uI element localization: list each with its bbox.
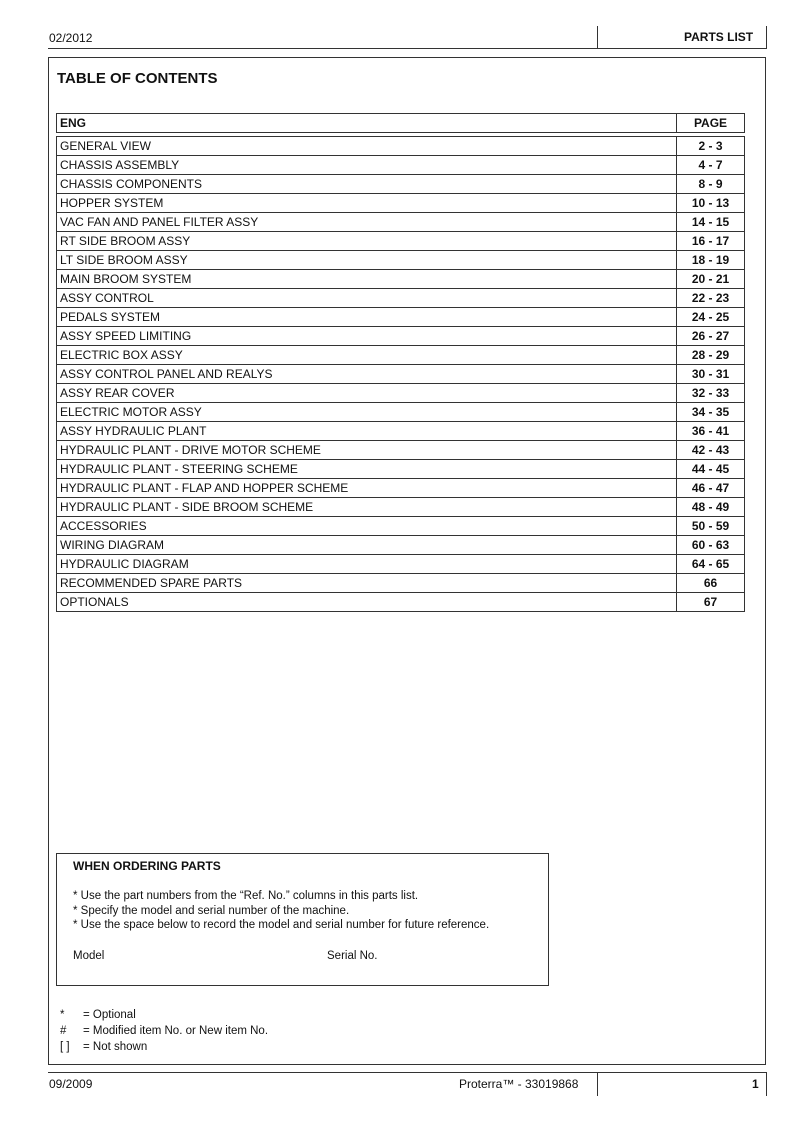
toc-row-page: 14 - 15: [677, 213, 745, 232]
toc-row: [57, 137, 745, 156]
toc-row-page: 30 - 31: [677, 365, 745, 384]
toc-row: [57, 346, 745, 365]
header-section-title: PARTS LIST: [684, 30, 754, 44]
toc-row: [57, 479, 745, 498]
toc-col-page: PAGE: [677, 114, 745, 133]
ordering-line: * Use the space below to record the model and serial number for future reference.: [73, 919, 490, 931]
ordering-instructions: [73, 889, 489, 933]
toc-row-label: ASSY CONTROL: [57, 289, 677, 308]
legend-symbol: #: [60, 1025, 67, 1037]
header-date: 02/2012: [49, 31, 93, 45]
toc-row-label: ACCESSORIES: [57, 517, 677, 536]
legend-symbol: *: [60, 1009, 65, 1021]
toc-row: [57, 308, 745, 327]
toc-row: [57, 403, 745, 422]
toc-row: [57, 441, 745, 460]
model-label: Model: [73, 950, 105, 962]
toc-row-label: RT SIDE BROOM ASSY: [57, 232, 677, 251]
toc-row-page: 60 - 63: [677, 536, 745, 555]
legend-item: [60, 1023, 268, 1039]
toc-row: [57, 213, 745, 232]
toc-row-page: 28 - 29: [677, 346, 745, 365]
toc-row-label: HYDRAULIC PLANT - STEERING SCHEME: [57, 460, 677, 479]
toc-row-page: 36 - 41: [677, 422, 745, 441]
toc-body: [57, 133, 745, 612]
toc-row: [57, 270, 745, 289]
toc-row: [57, 460, 745, 479]
ordering-line: * Use the part numbers from the “Ref. No.” columns in this parts list.: [73, 890, 419, 902]
toc-row: [57, 194, 745, 213]
header-divider: [48, 48, 766, 49]
toc-row-page: 4 - 7: [677, 156, 745, 175]
toc-row-label: MAIN BROOM SYSTEM: [57, 270, 677, 289]
toc-row: [57, 384, 745, 403]
footer-separator: [597, 1072, 598, 1096]
toc-row-label: ASSY HYDRAULIC PLANT: [57, 422, 677, 441]
toc-row-label: HOPPER SYSTEM: [57, 194, 677, 213]
toc-row-label: HYDRAULIC PLANT - DRIVE MOTOR SCHEME: [57, 441, 677, 460]
toc-row-page: 22 - 23: [677, 289, 745, 308]
toc-row: [57, 574, 745, 593]
footer-date: 09/2009: [49, 1077, 93, 1091]
toc-row: [57, 422, 745, 441]
legend-text: = Not shown: [83, 1041, 148, 1053]
toc-row-page: 44 - 45: [677, 460, 745, 479]
toc-row-page: 46 - 47: [677, 479, 745, 498]
legend-symbol: [ ]: [60, 1041, 70, 1053]
toc-row: [57, 232, 745, 251]
toc-row-page: 20 - 21: [677, 270, 745, 289]
toc-row-label: ASSY REAR COVER: [57, 384, 677, 403]
ordering-info-box: [56, 853, 549, 986]
toc-row-label: VAC FAN AND PANEL FILTER ASSY: [57, 213, 677, 232]
header-separator-right: [766, 26, 767, 49]
toc-row-page: 48 - 49: [677, 498, 745, 517]
page-number: 1: [752, 1077, 759, 1091]
toc-row-label: RECOMMENDED SPARE PARTS: [57, 574, 677, 593]
symbol-legend: [60, 1007, 268, 1055]
toc-row-label: HYDRAULIC PLANT - FLAP AND HOPPER SCHEME: [57, 479, 677, 498]
toc-row: [57, 327, 745, 346]
footer-divider: [48, 1072, 766, 1073]
toc-row-page: 8 - 9: [677, 175, 745, 194]
toc-row: [57, 365, 745, 384]
toc-row-page: 2 - 3: [677, 137, 745, 156]
toc-row-page: 67: [677, 593, 745, 612]
toc-row-page: 10 - 13: [677, 194, 745, 213]
toc-row-label: HYDRAULIC PLANT - SIDE BROOM SCHEME: [57, 498, 677, 517]
toc-row: [57, 251, 745, 270]
toc-row-label: ELECTRIC BOX ASSY: [57, 346, 677, 365]
toc-row-label: HYDRAULIC DIAGRAM: [57, 555, 677, 574]
toc-row-page: 42 - 43: [677, 441, 745, 460]
toc-col-language: ENG: [57, 114, 677, 133]
toc-row-page: 34 - 35: [677, 403, 745, 422]
toc-row-page: 64 - 65: [677, 555, 745, 574]
toc-row-label: ELECTRIC MOTOR ASSY: [57, 403, 677, 422]
footer-separator-right: [766, 1072, 767, 1096]
toc-row-label: LT SIDE BROOM ASSY: [57, 251, 677, 270]
toc-table: [56, 113, 745, 612]
ordering-title: WHEN ORDERING PARTS: [73, 859, 221, 873]
toc-row-label: ASSY CONTROL PANEL AND REALYS: [57, 365, 677, 384]
toc-row: [57, 498, 745, 517]
serial-label: Serial No.: [327, 950, 378, 962]
toc-row: [57, 593, 745, 612]
toc-row-label: CHASSIS COMPONENTS: [57, 175, 677, 194]
toc-row-label: ASSY SPEED LIMITING: [57, 327, 677, 346]
toc-row-page: 66: [677, 574, 745, 593]
page-title: TABLE OF CONTENTS: [57, 70, 218, 87]
legend-text: = Modified item No. or New item No.: [83, 1025, 269, 1037]
header-separator: [597, 26, 598, 49]
toc-row: [57, 156, 745, 175]
toc-row-page: 26 - 27: [677, 327, 745, 346]
legend-text: = Optional: [83, 1009, 136, 1021]
toc-row-page: 18 - 19: [677, 251, 745, 270]
footer-product: Proterra™ - 33019868: [459, 1077, 579, 1091]
toc-row: [57, 175, 745, 194]
toc-row-page: 50 - 59: [677, 517, 745, 536]
legend-item: [60, 1007, 268, 1023]
toc-row-page: 24 - 25: [677, 308, 745, 327]
toc-header-row: [57, 114, 745, 133]
toc-row-label: GENERAL VIEW: [57, 137, 677, 156]
toc-row: [57, 517, 745, 536]
toc-row-label: PEDALS SYSTEM: [57, 308, 677, 327]
toc-row: [57, 289, 745, 308]
toc-row-label: OPTIONALS: [57, 593, 677, 612]
toc-row-page: 16 - 17: [677, 232, 745, 251]
toc-row: [57, 555, 745, 574]
ordering-line: * Specify the model and serial number of the machine.: [73, 904, 350, 917]
legend-item: [60, 1039, 268, 1055]
toc-row-label: CHASSIS ASSEMBLY: [57, 156, 677, 175]
toc-row-page: 32 - 33: [677, 384, 745, 403]
toc-row-label: WIRING DIAGRAM: [57, 536, 677, 555]
toc-row: [57, 536, 745, 555]
